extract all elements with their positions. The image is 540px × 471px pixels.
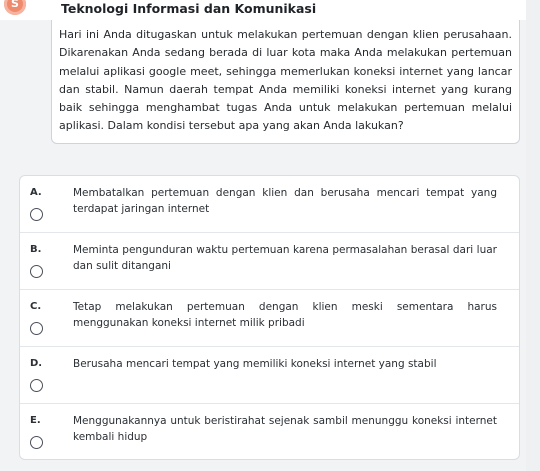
option-letter: D.: [30, 358, 43, 369]
header-bar: [0, 0, 540, 20]
radio-button[interactable]: [30, 322, 43, 335]
option-text[interactable]: Meminta pengunduran waktu pertemuan karena permasalahan berasal dari luar dan sulit ditangani: [73, 244, 497, 272]
option-letter: E.: [30, 415, 41, 426]
page-edge: [526, 0, 540, 471]
subject-title: Teknologi Informasi dan Komunikasi: [61, 1, 317, 16]
option-letter: B.: [30, 244, 42, 255]
option-letter: A.: [30, 187, 42, 198]
option-b[interactable]: [20, 233, 519, 290]
option-c[interactable]: [20, 290, 519, 347]
option-d[interactable]: [20, 347, 519, 404]
option-letter: C.: [30, 301, 42, 312]
option-e[interactable]: [20, 404, 519, 459]
option-text[interactable]: Berusaha mencari tempat yang memiliki koneksi internet yang stabil: [73, 358, 437, 370]
radio-button[interactable]: [30, 265, 43, 278]
question-card: [51, 20, 520, 144]
option-a[interactable]: [20, 176, 519, 233]
logo-letter: S: [11, 0, 19, 10]
option-text[interactable]: Membatalkan pertemuan dengan klien dan berusaha mencari tempat yang terdapat jaringan internet: [73, 187, 497, 215]
question-text: Hari ini Anda ditugaskan untuk melakukan pertemuan dengan klien perusahaan. Dikarenakan Anda sedang berada di luar kota maka Anda melakukan pertemuan melalui aplikasi google meet, sehingga memerlukan koneksi internet yang lancar dan stabil. Namun daerah tempat Anda memiliki koneksi internet yang kurang baik sehingga menghambat tugas Anda untuk melakukan pertemuan melalui aplikasi. Dalam kondisi tersebut apa yang akan Anda lakukan?: [59, 28, 512, 133]
radio-button[interactable]: [30, 379, 43, 392]
school-logo: [4, 0, 26, 15]
option-text[interactable]: Menggunakannya untuk beristirahat sejenak sambil menunggu koneksi internet kembali hidup: [73, 415, 497, 443]
option-text[interactable]: Tetap melakukan pertemuan dengan klien meski sementara harus menggunakan koneksi internet milik pribadi: [73, 301, 497, 329]
radio-button[interactable]: [30, 436, 43, 449]
answer-options: [19, 175, 520, 460]
radio-button[interactable]: [30, 208, 43, 221]
